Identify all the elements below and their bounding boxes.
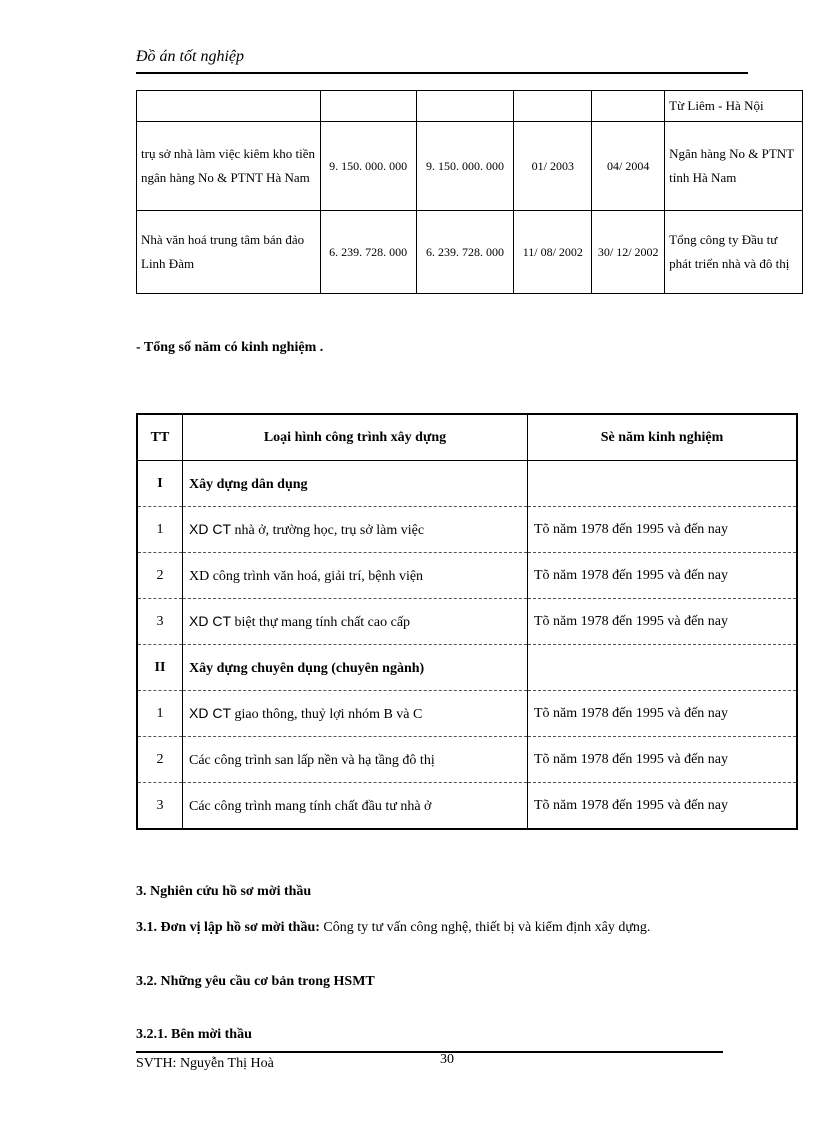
completed-value-cell: 6. 239. 728. 000 [416,211,514,294]
row-type [183,507,528,553]
project-name-cell [137,91,321,122]
start-date-cell: 01/ 2003 [514,122,592,211]
table-row [137,783,797,830]
page-number: 30 [440,1052,454,1067]
table-row [137,737,797,783]
contract-value-cell [320,91,416,122]
row-years: Tõ năm 1978 đến 1995 và đến nay [528,691,798,737]
section-3-1-label: 3.1. Đơn vị lập hồ sơ mời thầu: [136,920,320,935]
row-type [183,737,528,783]
header-rule [136,72,748,74]
row-number: 1 [137,691,183,737]
row-type [183,553,528,599]
row-type-text: Các công trình san lấp nền và hạ tầng đô thị [189,752,435,768]
table-row [137,553,797,599]
section-3-1-paragraph [136,914,756,942]
row-years: Tõ năm 1978 đến 1995 và đến nay [528,553,798,599]
row-number: 3 [137,599,183,645]
project-name-cell: trụ sở nhà làm việc kiêm kho tiền ngân hàng No & PTNT Hà Nam [137,122,321,211]
row-type-text: Xây dựng dân dụng [189,476,308,492]
footer-rule [136,1051,723,1053]
row-number: 1 [137,507,183,553]
row-number: 2 [137,737,183,783]
completed-value-cell [416,91,514,122]
row-type-text: biệt thự mang tính chất cao cấp [231,614,411,630]
table-row [137,211,803,294]
owner-cell: Ngân hàng No & PTNT tỉnh Hà Nam [665,122,803,211]
row-type [183,691,528,737]
experience-heading: - Tổng số năm có kinh nghiệm . [136,340,324,355]
projects-table [136,90,803,294]
row-type [183,461,528,507]
row-type [183,783,528,830]
row-type-text: Xây dựng chuyên dụng (chuyên ngành) [189,660,425,676]
row-years: Tõ năm 1978 đến 1995 và đến nay [528,737,798,783]
row-type-text: Các công trình mang tính chất đầu tư nhà ở [189,798,432,814]
row-type [183,599,528,645]
experience-table [136,413,798,830]
row-years [528,461,798,507]
project-name-cell: Nhà văn hoá trung tâm bán đảo Linh Đàm [137,211,321,294]
row-years: Tõ năm 1978 đến 1995 và đến nay [528,507,798,553]
section-3-2-1-title: 3.2.1. Bên mời thầu [136,1027,252,1042]
table-row [137,507,797,553]
row-type-text: XD công trình văn hoá, giải trí, bệnh viện [189,568,424,584]
end-date-cell: 30/ 12/ 2002 [592,211,665,294]
row-number: 3 [137,783,183,830]
owner-cell: Từ Liêm - Hà Nội [665,91,803,122]
header-tt: TT [137,414,183,461]
row-years: Tõ năm 1978 đến 1995 và đến nay [528,783,798,830]
row-type-text: giao thông, thuỷ lợi nhóm B và C [231,706,423,722]
section-3-title: 3. Nghiên cứu hồ sơ mời thầu [136,884,312,899]
table-row [137,645,797,691]
row-prefix: XD CT [189,520,231,537]
owner-cell: Tổng công ty Đầu tư phát triển nhà và đô thị [665,211,803,294]
row-type [183,645,528,691]
table-row [137,122,803,211]
table-header-row [137,414,797,461]
footer-student-name: SVTH: Nguyễn Thị Hoà [136,1056,274,1071]
contract-value-cell: 9. 150. 000. 000 [320,122,416,211]
row-number: II [137,645,183,691]
table-row [137,691,797,737]
table-row [137,599,797,645]
end-date-cell: 04/ 2004 [592,122,665,211]
completed-value-cell: 9. 150. 000. 000 [416,122,514,211]
table-row [137,91,803,122]
row-years: Tõ năm 1978 đến 1995 và đến nay [528,599,798,645]
header-type: Loại hình công trình xây dựng [183,414,528,461]
section-3-1-text: Công ty tư vấn công nghệ, thiết bị và kiểm định xây dựng. [319,920,651,935]
start-date-cell [514,91,592,122]
header-years: Sè năm kinh nghiệm [528,414,798,461]
row-number: 2 [137,553,183,599]
row-number: I [137,461,183,507]
row-years [528,645,798,691]
row-prefix: XD CT [189,612,231,629]
section-3-2-title: 3.2. Những yêu cầu cơ bản trong HSMT [136,974,375,989]
row-prefix: XD CT [189,704,231,721]
document-header-title: Đồ án tốt nghiệp [136,48,244,65]
row-type-text: nhà ở, trường học, trụ sở làm việc [231,522,425,538]
start-date-cell: 11/ 08/ 2002 [514,211,592,294]
contract-value-cell: 6. 239. 728. 000 [320,211,416,294]
end-date-cell [592,91,665,122]
table-row [137,461,797,507]
